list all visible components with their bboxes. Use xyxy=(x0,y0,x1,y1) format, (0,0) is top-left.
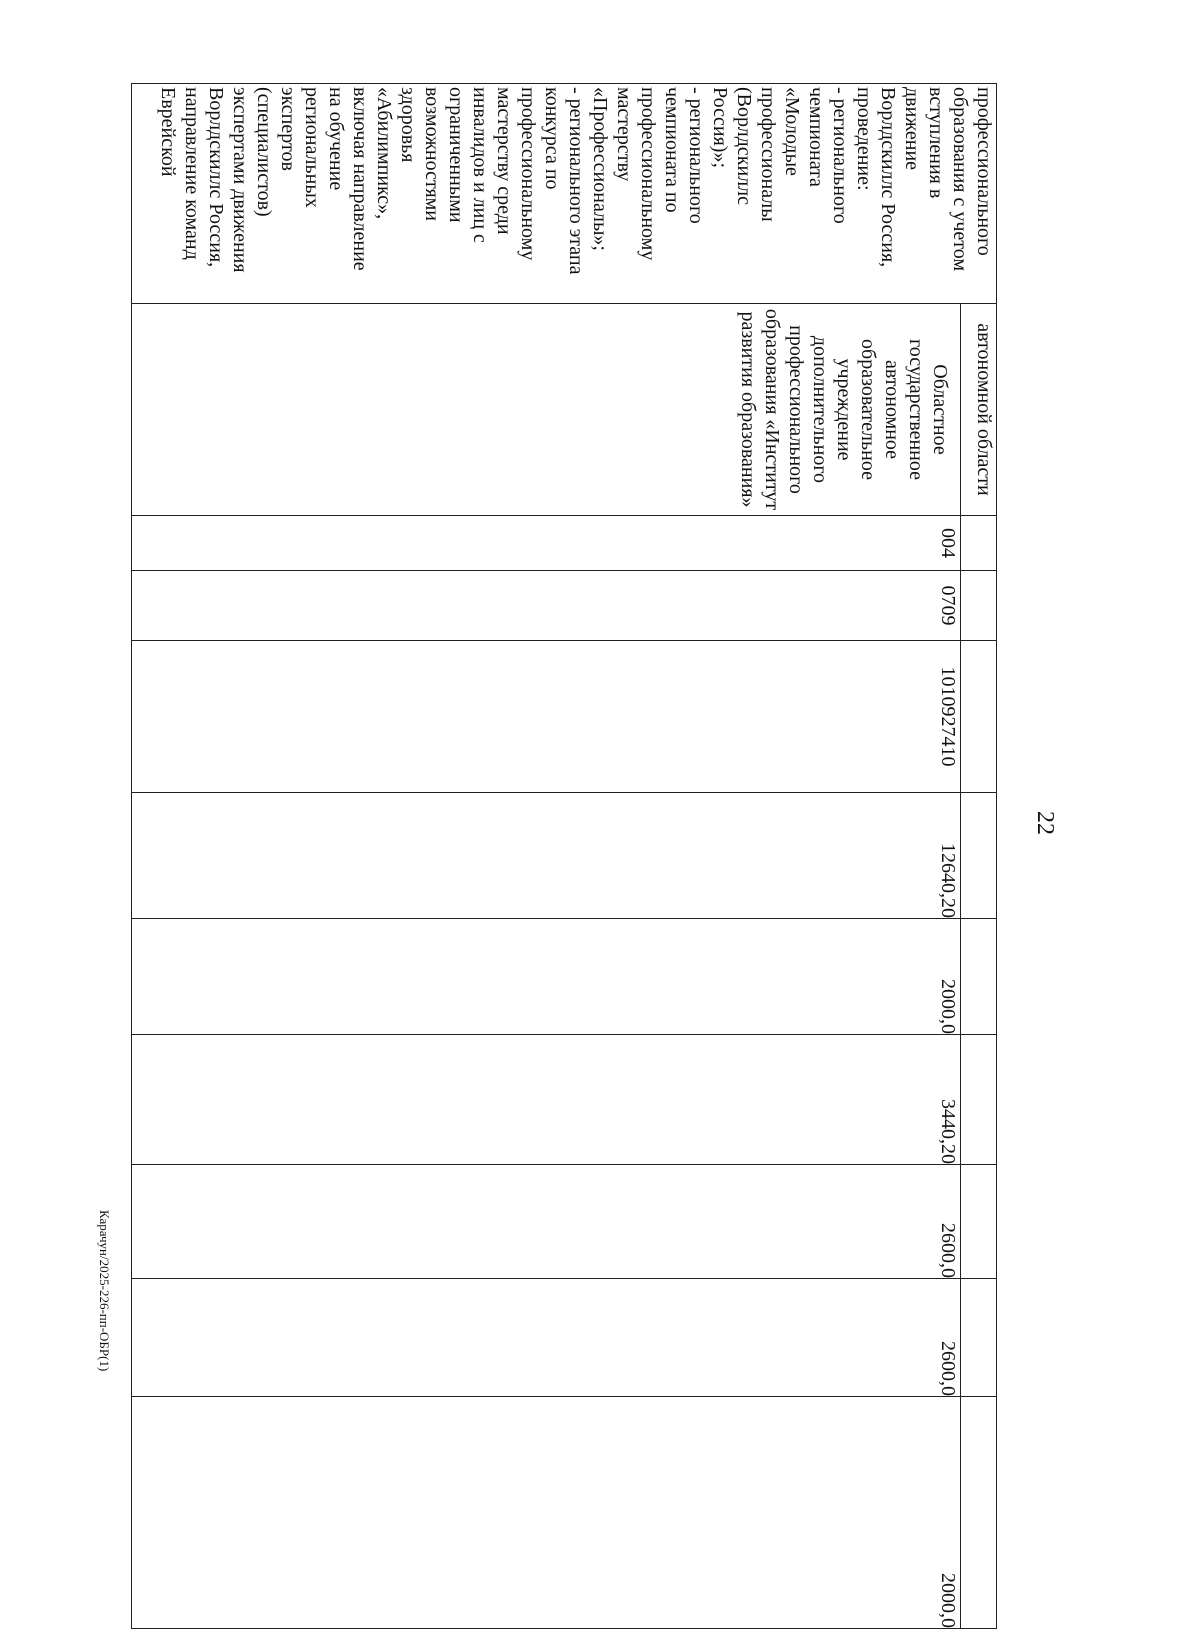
description-cell xyxy=(132,84,997,304)
description-line: (специалистов) xyxy=(253,87,275,217)
description-line: профессионалы xyxy=(757,87,779,222)
organization-line: автономное xyxy=(881,359,903,460)
organization-line: образования «Институт xyxy=(761,308,783,511)
description-line: профессиональному xyxy=(517,87,539,261)
description-line: региональных xyxy=(301,87,323,208)
description-line: чемпионата xyxy=(805,87,827,187)
description-line: конкурса по xyxy=(541,87,563,190)
description-line: экспертов xyxy=(277,87,299,171)
amount-total: 12640,20 xyxy=(132,793,961,919)
description-line: инвалидов и лиц с xyxy=(469,87,491,243)
description-line: (Ворлдскиллс xyxy=(733,87,755,206)
description-line: - регионального xyxy=(829,87,851,224)
description-line: на обучение xyxy=(325,87,347,191)
description-line: - регионального этапа xyxy=(565,87,587,275)
code-section: 0709 xyxy=(132,571,961,641)
description-line: Ворлдскиллс Россия, xyxy=(877,87,899,268)
description-line: «Профессионалы»; xyxy=(589,87,611,251)
description-line: Еврейской xyxy=(157,87,179,177)
organization-line: учреждение xyxy=(833,358,855,461)
description-line: чемпионата по xyxy=(661,87,683,213)
description-line: Россия)»; xyxy=(709,87,731,168)
description-line: возможностями xyxy=(421,87,443,222)
table-row-region xyxy=(961,84,997,1629)
code-target: 1010927410 xyxy=(132,641,961,793)
table-row-organization xyxy=(132,84,961,1629)
description-line: образования с учетом xyxy=(949,87,971,272)
description-line: вступления в xyxy=(925,87,947,199)
description-line: ограниченными xyxy=(445,87,467,223)
region-continuation-cell xyxy=(961,304,997,516)
description-line: Ворлдскиллс Россия, xyxy=(205,87,227,268)
region-continuation: автономной области xyxy=(973,323,995,496)
description-line: - регионального xyxy=(685,87,707,224)
rotated-table-container xyxy=(131,83,997,1628)
document-footer: Карачун/2025-226-пп-ОБР(1) xyxy=(97,1210,112,1372)
organization-line: государственное xyxy=(905,339,927,480)
description-line: «Молодые xyxy=(781,87,803,176)
organization-line: Областное xyxy=(929,364,951,455)
description-line: профессионального xyxy=(973,87,995,256)
description-line: направление команд xyxy=(181,87,203,260)
description-line: «Абилимпикс», xyxy=(373,87,395,220)
description-line: движение xyxy=(901,87,923,171)
organization-line: развития образования» xyxy=(737,311,759,508)
organization-line: дополнительного xyxy=(809,335,831,484)
organization-line: профессионального xyxy=(785,325,807,494)
organization-cell xyxy=(132,304,961,516)
amount-year-3: 2600,0 xyxy=(132,1165,961,1279)
description-line: мастерству xyxy=(613,87,635,182)
amount-year-2: 3440,20 xyxy=(132,1035,961,1165)
description-line: экспертами движения xyxy=(229,87,251,273)
amount-year-5: 2000,0 xyxy=(132,1397,961,1629)
description-line: включая направление xyxy=(349,87,371,271)
description-line: проведение: xyxy=(853,87,875,191)
description-line: профессиональному xyxy=(637,87,659,261)
page-number: 22 xyxy=(1032,811,1058,835)
description-line: здоровья xyxy=(397,87,419,163)
amount-year-4: 2600,0 xyxy=(132,1279,961,1397)
amount-year-1: 2000,0 xyxy=(132,919,961,1035)
description-line: мастерству среди xyxy=(493,87,515,235)
organization-line: образовательное xyxy=(857,339,879,480)
budget-table xyxy=(131,83,997,1629)
code-grbs: 004 xyxy=(132,516,961,571)
